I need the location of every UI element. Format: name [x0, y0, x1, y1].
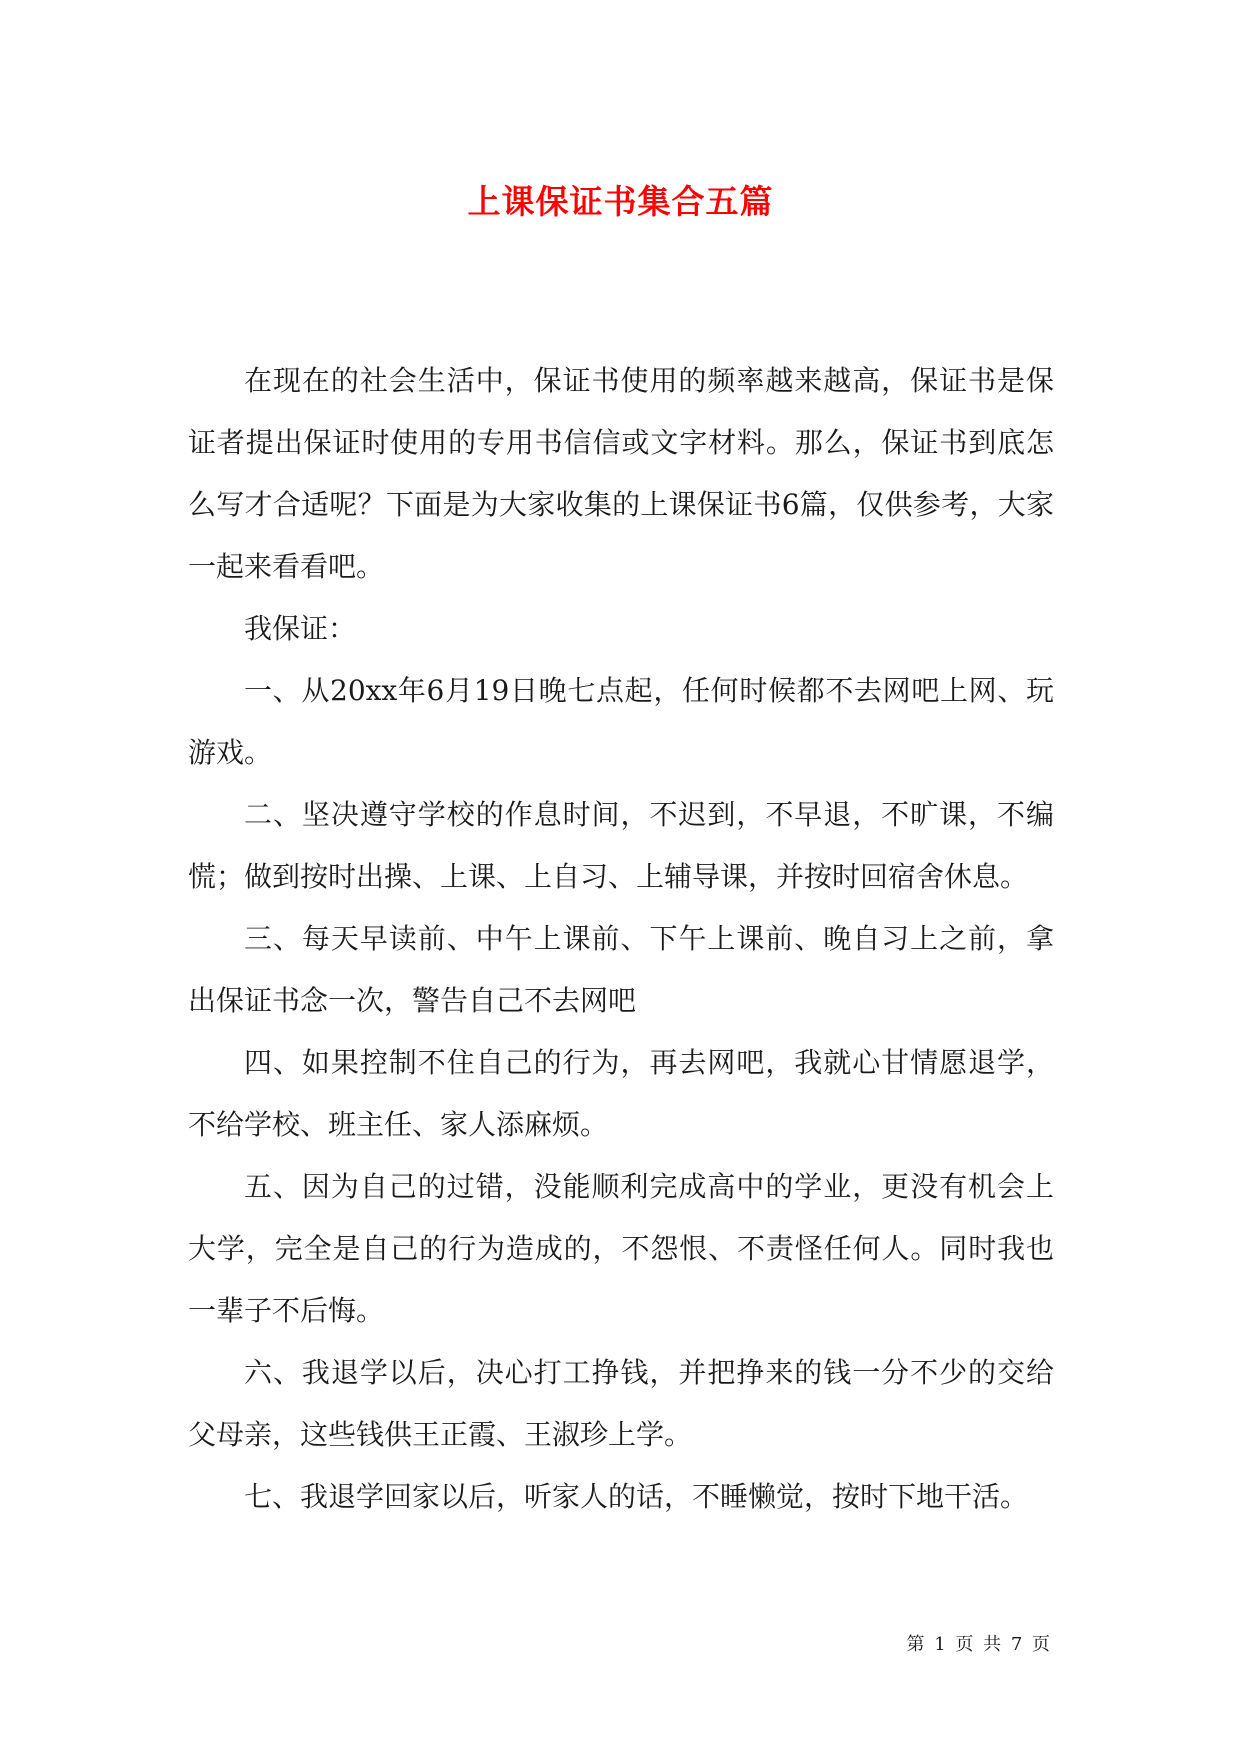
- paragraph-item-4: 四、如果控制不住自己的行为，再去网吧，我就心甘情愿退学，不给学校、班主任、家人添麻烦。: [188, 1046, 1054, 1141]
- paragraph-item-5: 五、因为自己的过错，没能顺利完成高中的学业，更没有机会上大学，完全是自己的行为造成的，不怨恨、不责怪任何人。同时我也一辈子不后悔。: [188, 1170, 1054, 1327]
- page-number-footer: 第 1 页 共 7 页: [906, 1634, 1052, 1655]
- document-title: 上课保证书集合五篇: [467, 182, 774, 222]
- paragraph-item-2: 二、坚决遵守学校的作息时间，不迟到，不早退，不旷课，不编慌；做到按时出操、上课、上自习、上辅导课，并按时回宿舍休息。: [188, 798, 1054, 893]
- paragraph-item-6: 六、我退学以后，决心打工挣钱，并把挣来的钱一分不少的交给父母亲，这些钱供王正霞、王淑珍上学。: [188, 1356, 1054, 1451]
- paragraph-pledge-heading: 我保证：: [244, 612, 357, 645]
- paragraph-item-1: 一、从20xx年6月19日晚七点起，任何时候都不去网吧上网、玩游戏。: [188, 674, 1054, 769]
- document-body: [188, 350, 1054, 1528]
- paragraph-item-3: 三、每天早读前、中午上课前、下午上课前、晚自习上之前，拿出保证书念一次，警告自己不去网吧: [188, 922, 1054, 1017]
- paragraph-intro: 在现在的社会生活中，保证书使用的频率越来越高，保证书是保证者提出保证时使用的专用书信信或文字材料。那么，保证书到底怎么写才合适呢？下面是为大家收集的上课保证书6篇，仅供参考，大家一起来看看吧。: [188, 364, 1054, 583]
- paragraph-item-7: 七、我退学回家以后，听家人的话，不睡懒觉，按时下地干活。: [244, 1480, 1029, 1513]
